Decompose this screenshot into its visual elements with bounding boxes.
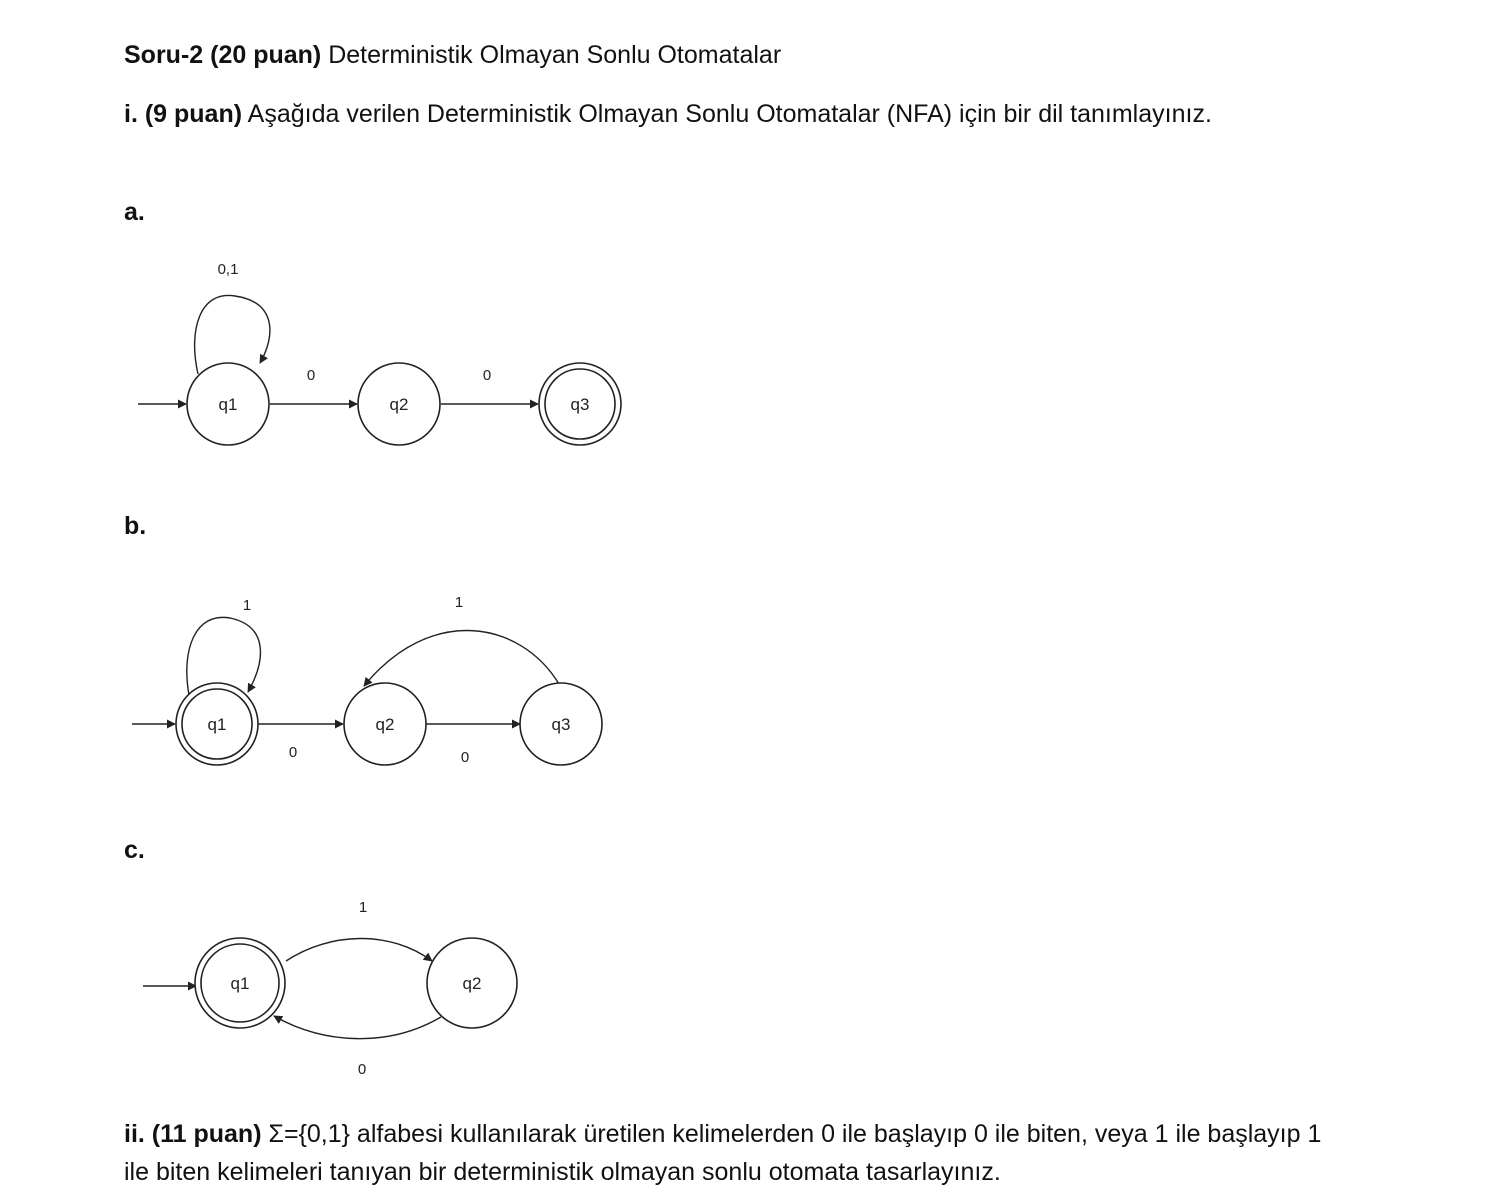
label-a: a. xyxy=(124,198,145,226)
part-i-bold: i. (9 puan) xyxy=(124,100,243,128)
edge-c-q2-q1 xyxy=(274,1016,441,1039)
self-loop-a-q1 xyxy=(195,295,270,374)
label-b-q1-q1: 1 xyxy=(242,597,252,614)
state-a-q3-label: q3 xyxy=(570,395,590,414)
question-title-text: Deterministik Olmayan Sonlu Otomatalar xyxy=(328,41,782,69)
label-b-q2-q3: 0 xyxy=(460,749,470,766)
label-b-q3-q2: 1 xyxy=(454,594,464,611)
label-c: c. xyxy=(124,836,145,864)
label-a-q1-q2: 0 xyxy=(306,367,316,384)
label-b: b. xyxy=(124,512,147,540)
state-b-q3-label: q3 xyxy=(551,715,571,734)
label-b-q1-q2: 0 xyxy=(288,744,298,761)
state-c-q2-label: q2 xyxy=(462,974,482,993)
state-c-q1-label: q1 xyxy=(230,974,250,993)
part-i-text: Aşağıda verilen Deterministik Olmayan Sonlu Otomatalar (NFA) için bir dil tanımlayınız. xyxy=(247,100,1212,128)
label-a-q2-q3: 0 xyxy=(482,367,492,384)
diagram-b xyxy=(132,594,602,766)
part-ii-text: Σ={0,1} alfabesi kullanılarak üretilen kelimelerden 0 ile başlayıp 0 ile biten, veya 1 ile başlayıp 1 ile biten kelimeleri tanıyan bir deterministik olmayan sonlu otomata tasarlayınız. xyxy=(124,1120,1322,1186)
diagram-a xyxy=(138,261,621,445)
state-a-q1-label: q1 xyxy=(218,395,238,414)
part-ii-bold: ii. (11 puan) xyxy=(124,1120,262,1148)
edge-b-q3-q2 xyxy=(364,631,559,686)
question-title-bold: Soru-2 (20 puan) xyxy=(124,41,322,69)
part-ii-prompt xyxy=(124,1115,1324,1191)
label-c-q1-q2: 1 xyxy=(358,899,368,916)
label-c-q2-q1: 0 xyxy=(357,1061,367,1078)
state-a-q2-label: q2 xyxy=(389,395,409,414)
state-b-q1-label: q1 xyxy=(207,715,227,734)
label-a-q1-q1: 0,1 xyxy=(217,261,239,278)
state-b-q2-label: q2 xyxy=(375,715,395,734)
edge-c-q1-q2 xyxy=(286,938,432,961)
diagram-c xyxy=(143,899,517,1078)
